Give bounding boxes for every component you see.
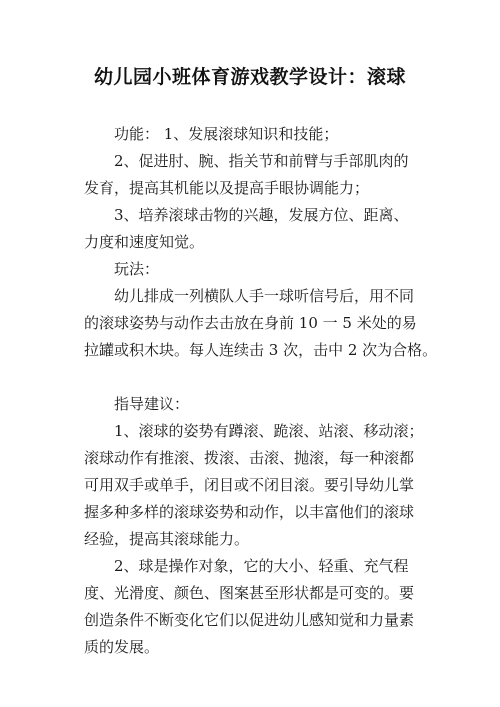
paragraph-line: 1、滚球的姿势有蹲滚、跪滚、站滚、移动滚； — [114, 422, 424, 440]
paragraph-line: 功能： 1、发展滚球知识和技能； — [114, 125, 339, 143]
paragraph-line: 度、光滑度、颜色、图案甚至形状都是可变的。要 — [84, 584, 415, 602]
paragraph-line: 创造条件不断变化它们以促进幼儿感知觉和力量素 — [84, 611, 415, 629]
paragraph-line: 可用双手或单手，闭目或不闭目滚。要引导幼儿掌 — [84, 476, 415, 494]
paragraph-line: 幼儿排成一列横队人手一球听信号后，用不同 — [114, 287, 415, 305]
paragraph-line: 2、球是操作对象，它的大小、轻重、充气程 — [114, 557, 409, 575]
paragraph-line: 发育，提高其机能以及提高手眼协调能力； — [84, 179, 370, 197]
section-heading: 指导建议： — [114, 395, 190, 413]
page-title: 幼儿园小班体育游戏教学设计：滚球 — [93, 66, 406, 88]
paragraph-line: 握多种多样的滚球姿势和动作，以丰富他们的滚球 — [84, 503, 415, 521]
paragraph-line: 拉罐或积木块。每人连续击 3 次，击中 2 次为合格。 — [84, 341, 438, 359]
section-heading: 玩法： — [114, 260, 160, 278]
paragraph-line: 力度和速度知觉。 — [84, 233, 205, 251]
paragraph-line: 滚球动作有推滚、拨滚、击滚、抛滚，每一种滚都 — [84, 449, 415, 467]
paragraph-line: 的滚球姿势与动作去击放在身前 10 一 5 米处的易 — [84, 314, 417, 332]
paragraph-line: 3、培养滚球击物的兴趣，发展方位、距离、 — [114, 206, 409, 224]
paragraph-line: 2、促进肘、腕、指关节和前臂与手部肌肉的 — [114, 152, 409, 170]
paragraph-line: 经验，提高其滚球能力。 — [84, 530, 250, 548]
paragraph-line: 质的发展。 — [84, 638, 160, 656]
